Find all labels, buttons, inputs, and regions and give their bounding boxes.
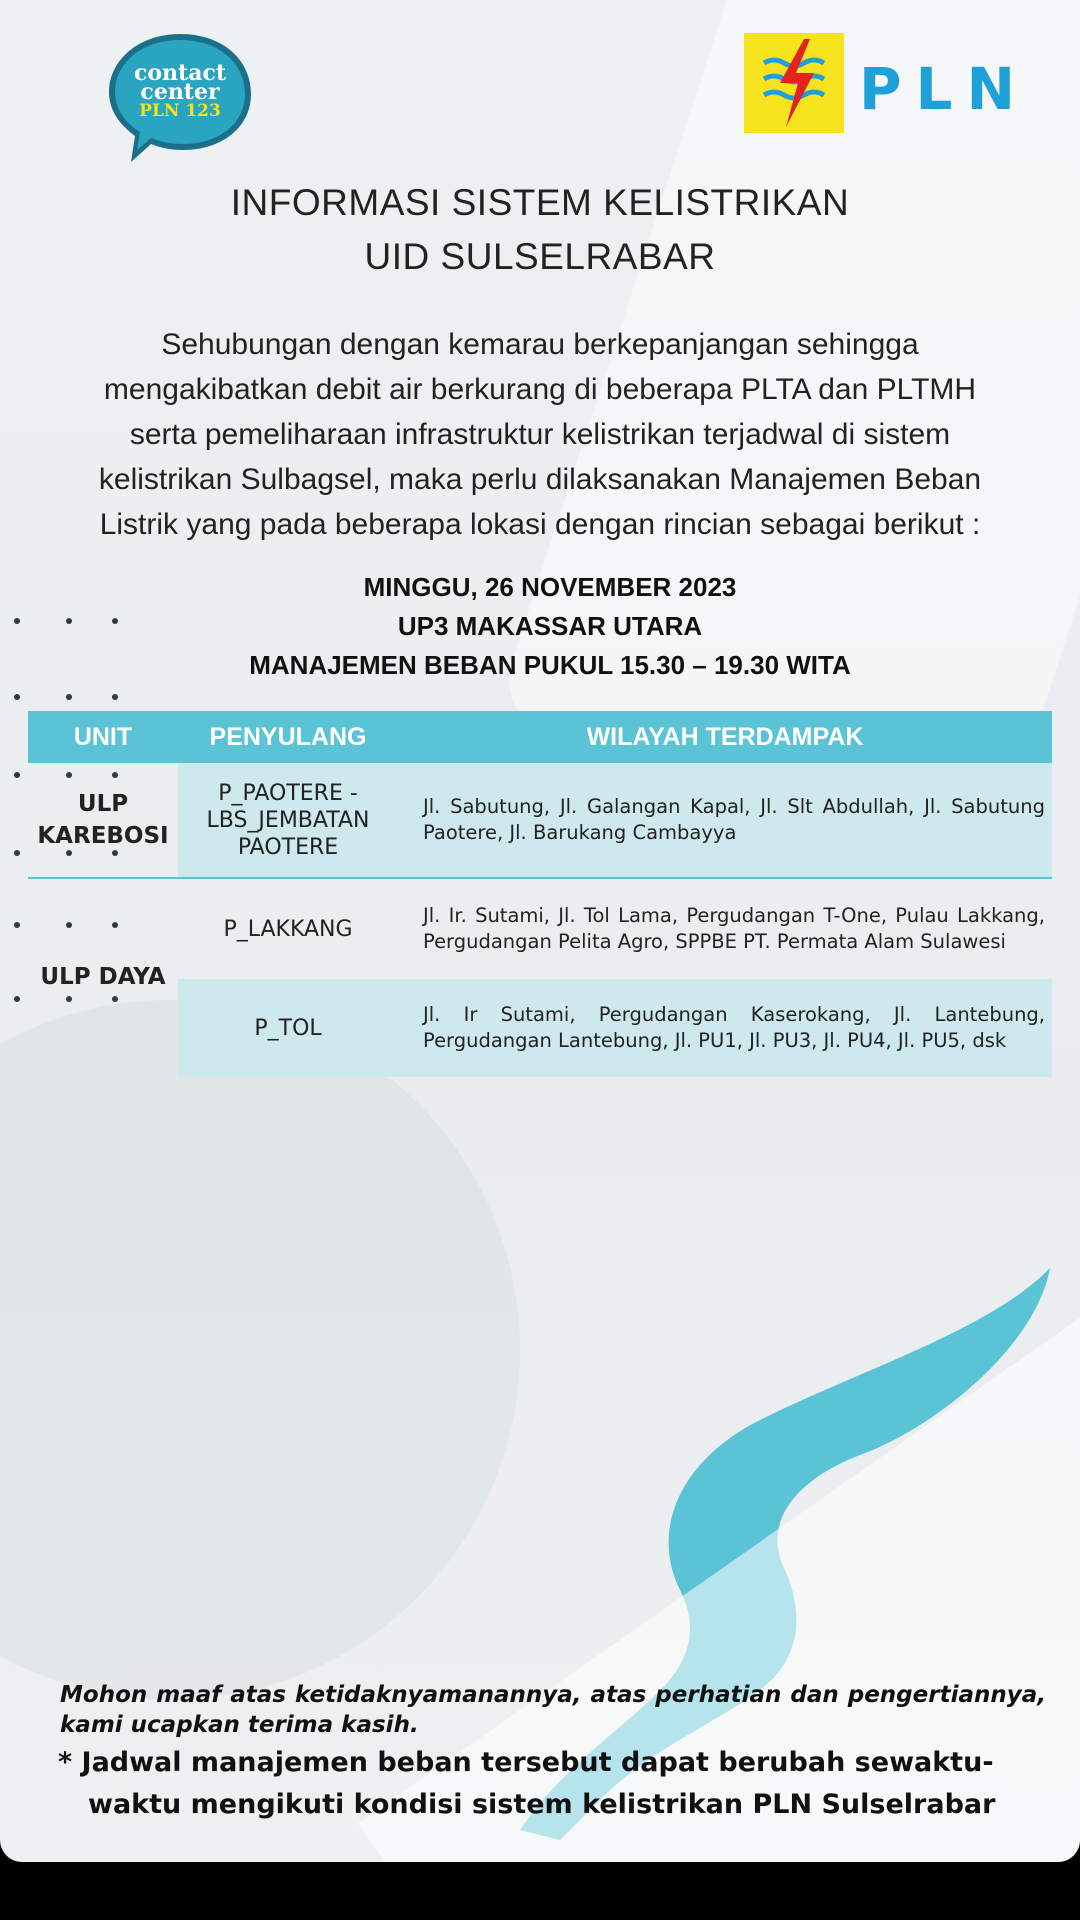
table-cell-penyulang: P_TOL: [254, 1015, 322, 1041]
intro-line: Listrik yang pada beberapa lokasi dengan rincian sebagai berikut :: [99, 508, 981, 541]
intro-line: kelistrikan Sulbagsel, maka perlu dilaksanakan Manajemen Beban: [98, 463, 982, 496]
wilayah-text: Jl. Ir Sutami, Pergudangan Kaserokang, Jl. Lantebung, Pergudangan Lantebung, Jl. PU1, Jl. PU3, Jl. PU4, Jl. PU5, dsk: [423, 1003, 1045, 1052]
page-subtitle: UID SULSELRABAR: [364, 236, 716, 277]
table-cell-unit: ULP KAREBOSI: [37, 791, 169, 849]
schedule-time: MANAJEMEN BEBAN PUKUL 15.30 – 19.30 WITA: [249, 650, 851, 680]
intro-line: Sehubungan dengan kemarau berkepanjangan sehingga: [161, 328, 919, 361]
schedule-note-line: waktu mengikuti kondisi sistem kelistrikan PLN Sulselrabar: [88, 1789, 996, 1820]
table-cell-unit: ULP DAYA: [40, 964, 166, 990]
logo-text: center: [140, 79, 220, 105]
table-cell-penyulang: P_PAOTERE - LBS_JEMBATAN PAOTERE: [206, 780, 370, 860]
column-header-unit: UNIT: [73, 723, 133, 751]
apology-text: Mohon maaf atas ketidaknyamanannya, atas perhatian dan pengertiannya, kami ucapkan terima kasih.: [60, 1682, 1046, 1738]
wilayah-text: Jl. Sabutung, Jl. Galangan Kapal, Jl. Slt Abdullah, Jl. Sabutung Paotere, Jl. Barukang Cambayya: [423, 795, 1045, 844]
schedule-note: [58, 1742, 1048, 1826]
column-header-wilayah: WILAYAH TERDAMPAK: [586, 723, 864, 751]
schedule-note-line: * Jadwal manajemen beban tersebut dapat berubah sewaktu-: [58, 1747, 994, 1778]
table-cell-penyulang: P_LAKKANG: [223, 916, 353, 942]
page-title: INFORMASI SISTEM KELISTRIKAN: [230, 182, 850, 223]
wilayah-text: Jl. Ir. Sutami, Jl. Tol Lama, Pergudangan T-One, Pulau Lakkang, Pergudangan Pelita Agro, SPPBE PT. Permata Alam Sulawesi: [423, 904, 1045, 953]
pln-logo-text: PLN: [859, 55, 1030, 123]
intro-line: serta pemeliharaan infrastruktur kelistrikan terjadwal di sistem: [129, 418, 951, 451]
schedule-date: MINGGU, 26 NOVEMBER 2023: [363, 572, 737, 602]
schedule-unit: UP3 MAKASSAR UTARA: [397, 611, 703, 641]
column-header-penyulang: PENYULANG: [209, 723, 367, 751]
intro-line: mengakibatkan debit air berkurang di beberapa PLTA dan PLTMH: [103, 373, 977, 406]
logo-text: PLN 123: [139, 101, 221, 121]
logo-text: contact: [133, 60, 227, 86]
